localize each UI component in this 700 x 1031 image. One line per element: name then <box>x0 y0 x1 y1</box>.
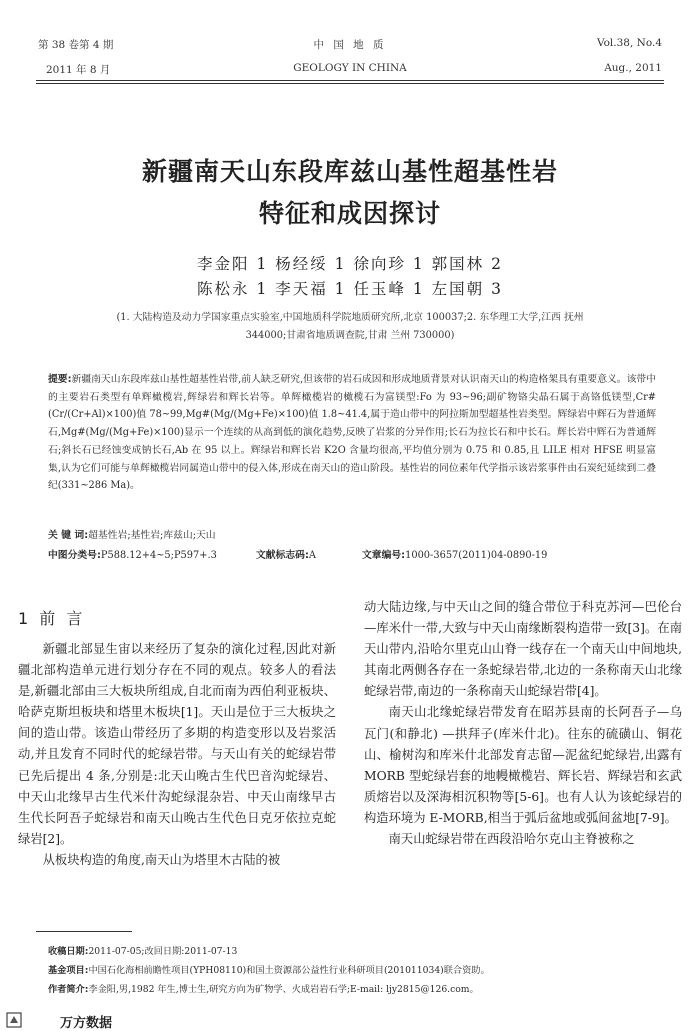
clc-number <box>48 547 217 561</box>
author-value: 李金阳,男,1982 年生,博士生,研究方向为矿物学、火成岩岩石学;E-mail: ljy2815@126.com。 <box>88 984 479 995</box>
article-id-label: 文章编号: <box>362 550 406 561</box>
dates-label: 收稿日期: <box>48 946 89 957</box>
left-column <box>18 639 336 871</box>
journal-volume: 第 38 卷第 4 期 <box>38 39 114 51</box>
paragraph: 南天山北缘蛇绿岩带发育在昭苏县南的长阿吾子—乌瓦门(和静北) —拱拜子(库米什北)。往东的硫磺山、铜花山、榆树沟和库米什北部发育志留—泥盆纪蛇绿岩,出露有 MORB 型蛇绿岩套的地幔橄榄岩、辉长岩、辉绿岩和玄武质熔岩以及深海相沉积物等[5-6]。也有人认为该蛇绿岩的构造环境为 E-MORB,相当于弧后盆地或弧间盆地[7-9]。 <box>364 705 682 825</box>
paragraph: 南天山蛇绿岩带在西段沿哈尔克山主脊被称之 <box>388 832 635 847</box>
footnote-rule <box>36 931 132 932</box>
article-id <box>362 547 547 561</box>
paper-title-line2: 特征和成因探讨 <box>258 199 441 228</box>
journal-date: 2011 年 8 月 <box>46 64 111 76</box>
authors-line1: 李金阳 1 杨经绥 1 徐向珍 1 郭国林 2 <box>197 255 503 273</box>
journal-name-en: GEOLOGY IN CHINA <box>293 62 407 74</box>
abstract <box>48 371 656 495</box>
dates-value: 2011-07-05;改回日期:2011-07-13 <box>88 946 238 957</box>
abstract-label: 提要: <box>48 374 72 385</box>
journal-name-cn: 中 国 地 质 <box>313 39 387 51</box>
watermark-text: 万方数据 <box>60 1016 113 1031</box>
doc-value: A <box>308 550 316 561</box>
keywords-text: 超基性岩;基性岩;库兹山;天山 <box>88 530 216 541</box>
paragraph: 动大陆边缘,与中天山之间的缝合带位于科克苏河—巴伦台—库米什一带,大致与中天山南缘断裂构造带一致[3]。在南天山带内,沿哈尔里克山山脊一线存在一个南天山中间地块,其南北两侧各存在一条蛇绿岩带,北边的一条称南天山北缘蛇绿岩带,南边的一条称南天山蛇绿岩带[4]。 <box>364 600 682 699</box>
header-rule-top <box>36 80 664 81</box>
document-code <box>256 547 316 561</box>
paper-title-line1: 新疆南天山东段库兹山基性超基性岩 <box>141 157 558 186</box>
journal-volume-en: Vol.38, No.4 <box>596 37 662 49</box>
authors-line2: 陈松永 1 李天福 1 任玉峰 1 左国朝 3 <box>197 280 503 298</box>
article-id-value: 1000-3657(2011)04-0890-19 <box>405 550 548 561</box>
wanfang-logo-icon <box>6 1012 22 1028</box>
affiliation <box>60 309 640 345</box>
right-column <box>364 597 682 850</box>
keywords <box>48 527 216 541</box>
fund-label: 基金项目: <box>48 965 89 976</box>
affiliation-line1: (1. 大陆构造及动力学国家重点实验室,中国地质科学院地质研究所,北京 100037;2. 东华理工大学,江西 抚州 <box>116 312 584 323</box>
affiliation-line2: 344000;甘肃省地质调查院,甘肃 兰州 730000) <box>245 330 455 341</box>
footnote-dates <box>48 943 237 957</box>
section-heading: 1 前 言 <box>18 609 86 628</box>
fund-value: 中国石化海相前瞻性项目(YPH08110)和国土资源部公益性行业科研项目(201011034)联合资助。 <box>88 965 490 976</box>
paragraph: 新疆北部显生宙以来经历了复杂的演化过程,因此对新疆北部构造单元进行划分存在不同的观点。较多人的看法是,新疆北部由三大板块所组成,自北而南为西伯利亚板块、哈萨克斯坦板块和塔里木板块[1]。天山是位于三大板块之间的造山带。该造山带经历了多期的构造变形以及岩浆活动,并且发育不同时代的蛇绿岩带。与天山有关的蛇绿岩带已先后提出 4 条,分别是:北天山晚古生代巴音沟蛇绿岩、中天山北缘早古生代米什沟蛇绿混杂岩、中天山南缘早古生代长阿吾子蛇绿岩和南天山晚古生代色日克牙依拉克蛇绿岩[2]。 <box>18 642 336 846</box>
doc-label: 文献标志码: <box>256 550 309 561</box>
clc-label: 中图分类号: <box>48 550 101 561</box>
clc-value: P588.12+4~5;P597+.3 <box>100 550 217 561</box>
paragraph: 从板块构造的角度,南天山为塔里木古陆的被 <box>42 852 281 867</box>
keywords-label: 关 键 词: <box>48 530 89 541</box>
journal-date-en: Aug., 2011 <box>604 62 662 74</box>
header-rule-bottom <box>36 83 664 84</box>
footnote-author <box>48 981 479 995</box>
author-label: 作者简介: <box>48 984 89 995</box>
footnote-funding <box>48 962 490 976</box>
abstract-text: 新疆南天山东段库兹山基性超基性岩带,前人缺乏研究,但该带的岩石成因和形成地质背景对认识南天山的构造格架具有重要意义。该带中的主要岩石类型有单辉橄榄岩,辉绿岩和辉长岩等。单辉橄榄岩的橄榄石为富镁型:Fo 为 93~96;副矿物铬尖晶石属于高铬低镁型,Cr#(Cr/(Cr+Al)×100)值 78~99,Mg#(Mg/(Mg+Fe)×100)值 1.8~41.4,属于造山带中的阿拉斯加型超基性岩类型。辉绿岩中辉石为普通辉石,Mg#(Mg/(Mg+Fe)×100)显示一个连续的从高到低的演化趋势,反映了岩浆的分异作用;长石为拉长石和中长石。辉长岩中辉石为普通辉石;斜长石已经蚀变成钠长石,Ab 在 95 以上。辉绿岩和辉长岩 K2O 含量均很高,平均值分别为 0.75 和 0.85,且 LILE 相对 HFSE 明显富集,认为它们可能与单辉橄榄岩同属造山带中的侵入体,形成在南天山的造山阶段。基性岩的同位素年代学指示该岩浆事件由石炭纪延续到二叠纪(331~286 Ma)。 <box>48 374 657 492</box>
